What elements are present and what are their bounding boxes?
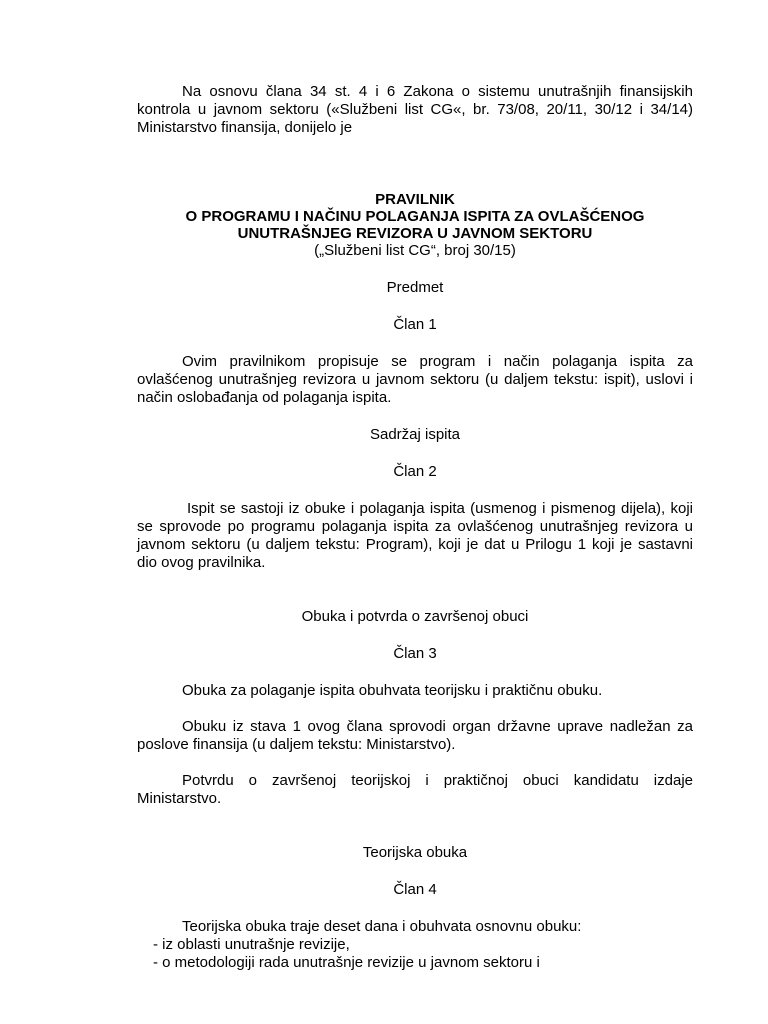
article-3-paragraph-1: Obuka za polaganje ispita obuhvata teorijsku i praktičnu obuku.: [182, 682, 603, 699]
intro-paragraph: Na osnovu člana 34 st. 4 i 6 Zakona o sistemu unutrašnjih finansijskih kontrola u javnom sektoru («Službeni list CG«, br. 73/08, 20/11, 30/12 i 34/14) Ministarstvo finansija, donijelo je: [137, 83, 693, 136]
article-1-paragraph-1: Ovim pravilnikom propisuje se program i način polaganja ispita za ovlašćenog unutrašnjeg revizora u javnom sektoru (u daljem tekstu: ispit), uslovi i način oslobađanja od polaganja ispita.: [137, 353, 693, 406]
list-item: - iz oblasti unutrašnje revizije,: [153, 936, 350, 953]
document-title-block: [137, 191, 693, 260]
article-2-label: Član 2: [393, 463, 437, 480]
article-3-paragraph-3: Potvrdu o završenoj teorijskoj i praktičnoj obuci kandidatu izdaje Ministarstvo.: [137, 772, 693, 807]
article-3-label: Član 3: [393, 645, 437, 662]
document-subtitle-line-2: UNUTRAŠNJEG REVIZORA U JAVNOM SEKTORU: [237, 225, 593, 242]
document-page: [137, 83, 693, 972]
article-2-paragraph-1: Ispit se sastoji iz obuke i polaganja ispita (usmenog i pismenog dijela), koji se sprovode po programu polaganja ispita za ovlašćenog unutrašnjeg revizora u javnom sektoru (u daljem tekstu: Program), koji je dat u Prilogu 1 koji je sastavni dio ovog pravilnika.: [137, 500, 693, 571]
document-subtitle-line-1: O PROGRAMU I NAČINU POLAGANJA ISPITA ZA OVLAŠĆENOG: [185, 208, 645, 225]
list-item: - o metodologiji rada unutrašnje revizije u javnom sektoru i: [153, 954, 540, 971]
article-3-paragraph-2: Obuku iz stava 1 ovog člana sprovodi organ državne uprave nadležan za poslove finansija (u daljem tekstu: Ministarstvo).: [137, 718, 693, 753]
section-heading-obuka: Obuka i potvrda o završenoj obuci: [301, 608, 529, 625]
article-4-paragraph-1: Teorijska obuka traje deset dana i obuhvata osnovnu obuku:: [182, 918, 582, 935]
gazette-reference: („Službeni list CG“, broj 30/15): [314, 242, 516, 259]
section-heading-teorijska-obuka: Teorijska obuka: [362, 844, 468, 861]
article-1-label: Član 1: [393, 316, 437, 333]
section-heading-sadrzaj-ispita: Sadržaj ispita: [369, 426, 461, 443]
article-4-list: [137, 936, 693, 972]
document-title: PRAVILNIK: [375, 191, 455, 208]
article-4-label: Član 4: [393, 881, 437, 898]
section-heading-predmet: Predmet: [386, 279, 444, 296]
